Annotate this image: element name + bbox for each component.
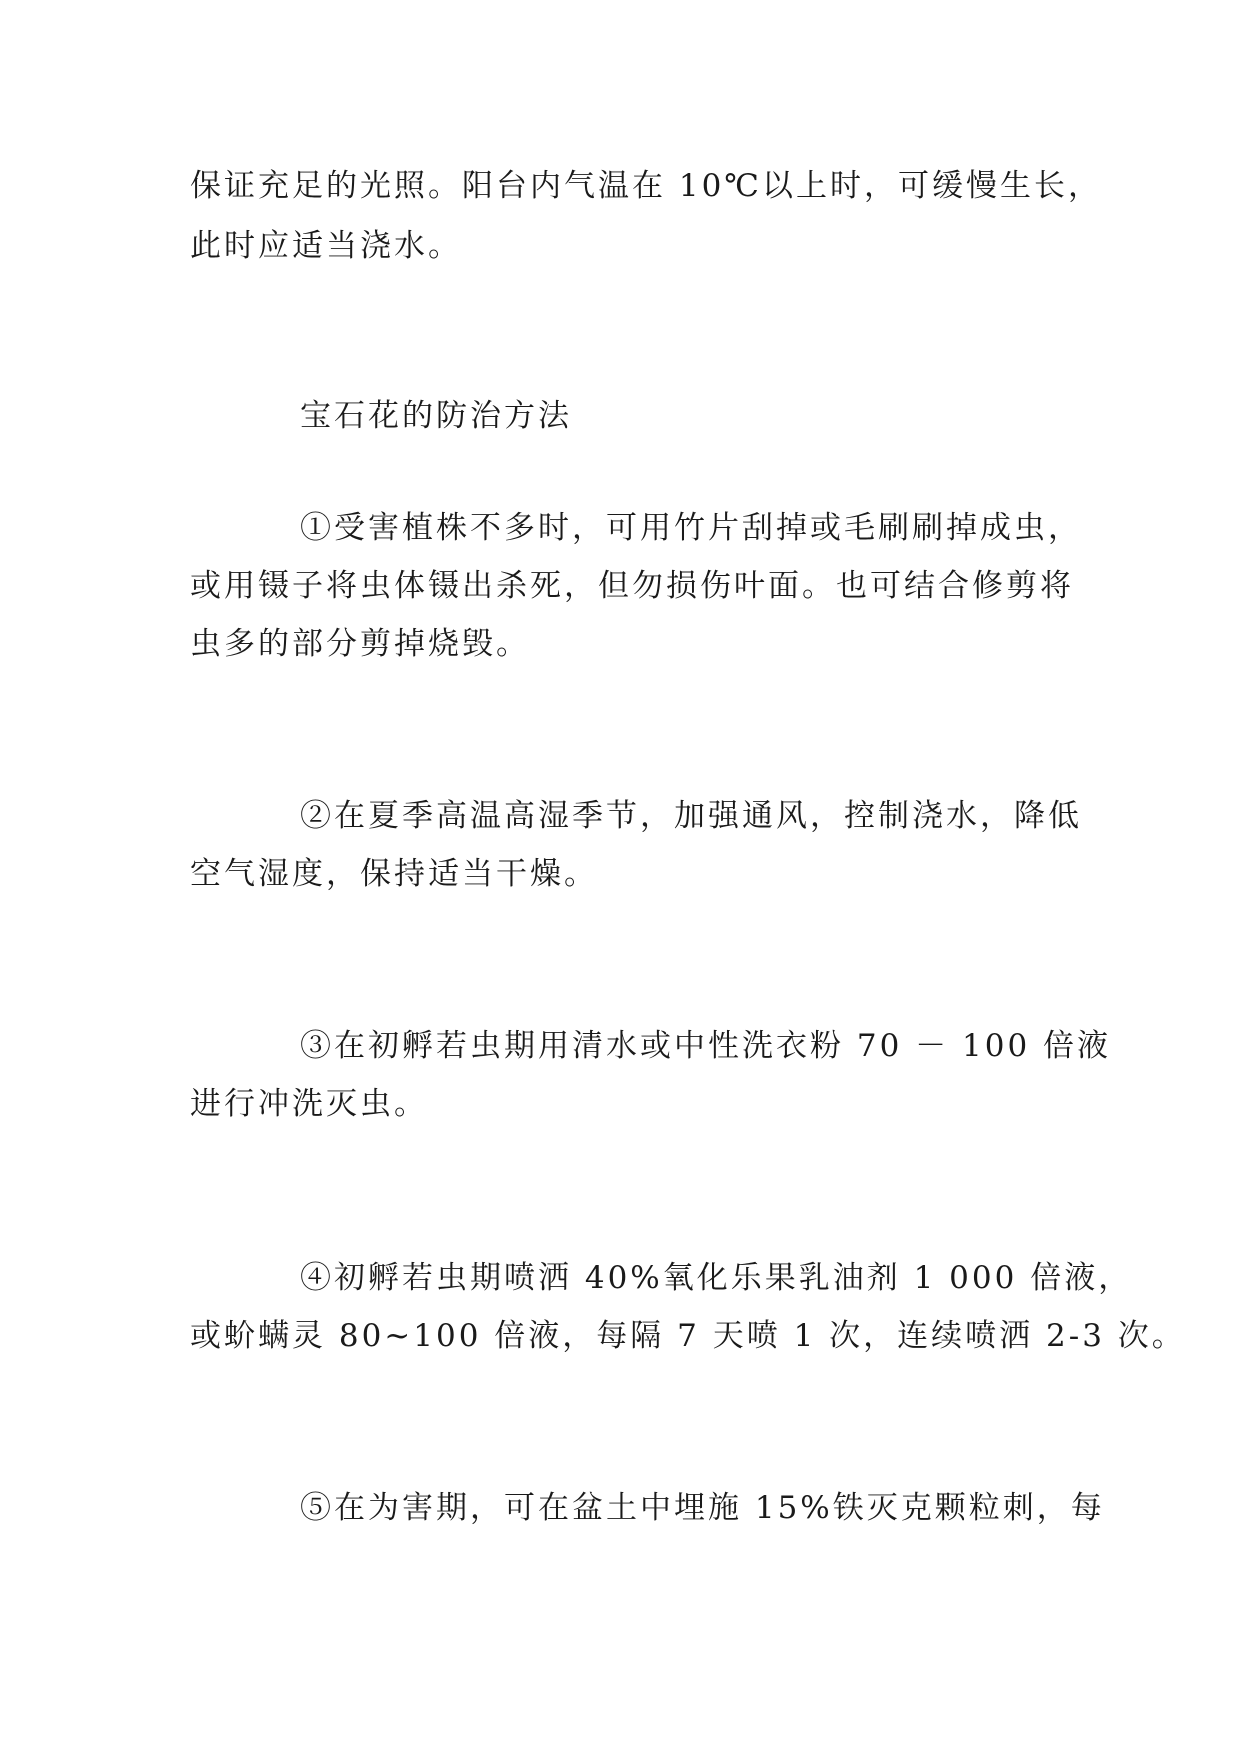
text-line: 空气湿度，保持适当干燥。 — [190, 856, 598, 892]
text-line: 此时应适当浇水。 — [190, 228, 462, 264]
text-line: 或蚧螨灵 80~100 倍液，每隔 7 天喷 1 次，连续喷洒 2-3 次。 — [190, 1318, 1186, 1354]
text-line: 或用镊子将虫体镊出杀死，但勿损伤叶面。也可结合修剪将 — [190, 568, 1074, 604]
text-line: ⑤在为害期，可在盆土中埋施 15%铁灭克颗粒刺，每 — [300, 1490, 1105, 1526]
text-line: ①受害植株不多时，可用竹片刮掉或毛刷刷掉成虫， — [300, 510, 1082, 546]
text-line: ③在初孵若虫期用清水或中性洗衣粉 70 － 100 倍液 — [300, 1028, 1112, 1064]
text-line: ②在夏季高温高湿季节，加强通风，控制浇水，降低 — [300, 798, 1082, 834]
text-line: ④初孵若虫期喷洒 40%氧化乐果乳油剂 1 000 倍液， — [300, 1260, 1133, 1296]
text-line: 虫多的部分剪掉烧毁。 — [190, 626, 530, 662]
text-line: 进行冲洗灭虫。 — [190, 1086, 428, 1122]
section-heading: 宝石花的防治方法 — [300, 398, 572, 434]
text-line: 保证充足的光照。阳台内气温在 10℃以上时，可缓慢生长， — [190, 168, 1102, 204]
